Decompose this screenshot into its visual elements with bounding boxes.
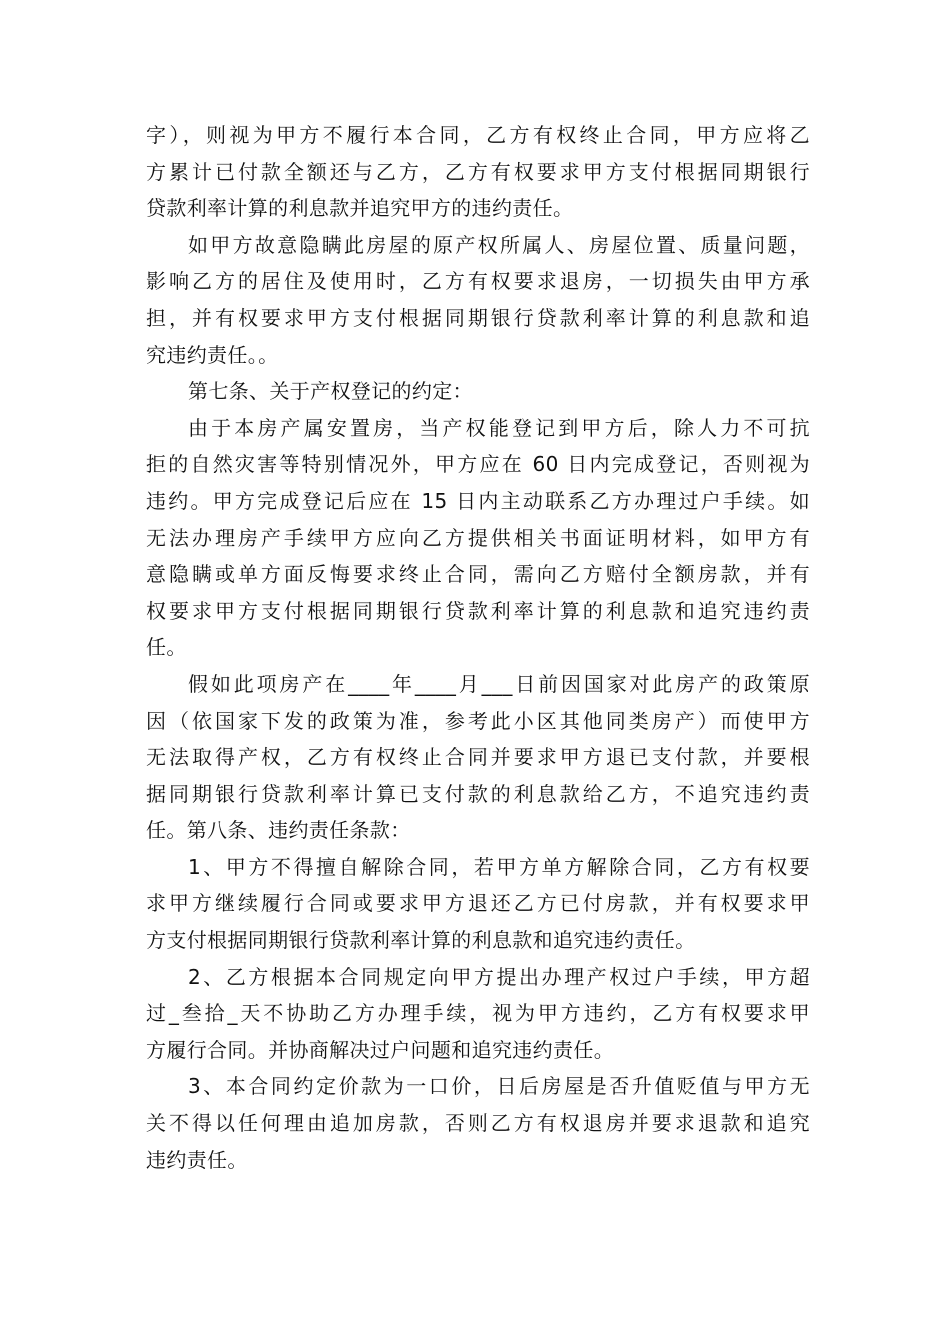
text-line: 影响乙方的居住及使用时，乙方有权要求退房，一切损失由甲方承 bbox=[146, 269, 810, 294]
text-line: 如甲方故意隐瞒此房屋的原产权所属人、房屋位置、质量问题， bbox=[188, 232, 810, 257]
text-line: 无法办理房产手续甲方应向乙方提供相关书面证明材料，如甲方有 bbox=[146, 525, 810, 550]
text-line: 拒的自然灾害等特别情况外，甲方应在 60 日内完成登记，否则视为 bbox=[146, 452, 810, 477]
text-line: 字），则视为甲方不履行本合同，乙方有权终止合同，甲方应将乙 bbox=[146, 123, 810, 147]
text-line: 据同期银行贷款利率计算已支付款的利息款给乙方，不追究违约责 bbox=[146, 781, 810, 806]
text-line: 假如此项房产在____年____月___日前因国家对此房产的政策原 bbox=[188, 671, 810, 696]
text-line: 方履行合同。并协商解决过户问题和追究违约责任。 bbox=[146, 1037, 615, 1062]
text-line: 究违约责任。。 bbox=[146, 342, 279, 367]
text-line: 过_叁拾_天不协助乙方办理手续，视为甲方违约，乙方有权要求甲 bbox=[146, 1001, 810, 1026]
text-line: 第七条、关于产权登记的约定： bbox=[188, 379, 473, 404]
text-line: 方支付根据同期银行贷款利率计算的利息款和追究违约责任。 bbox=[146, 928, 696, 953]
text-line: 方累计已付款全额还与乙方，乙方有权要求甲方支付根据同期银行 bbox=[146, 159, 810, 184]
text-line: 意隐瞒或单方面反悔要求终止合同，需向乙方赔付全额房款，并有 bbox=[146, 562, 810, 587]
text-line: 2、乙方根据本合同规定向甲方提出办理产权过户手续，甲方超 bbox=[188, 964, 810, 989]
text-line: 1、甲方不得擅自解除合同，若甲方单方解除合同，乙方有权要 bbox=[188, 854, 810, 879]
text-line: 任。 bbox=[146, 635, 187, 660]
text-line: 由于本房产属安置房，当产权能登记到甲方后，除人力不可抗 bbox=[188, 415, 810, 440]
text-line: 贷款利率计算的利息款并追究甲方的违约责任。 bbox=[146, 196, 574, 221]
text-line: 求甲方继续履行合同或要求甲方退还乙方已付房款，并有权要求甲 bbox=[146, 891, 810, 916]
document-page bbox=[146, 117, 810, 1178]
text-line: 3、本合同约定价款为一口价，日后房屋是否升值贬值与甲方无 bbox=[188, 1074, 810, 1099]
text-line: 任。第八条、违约责任条款： bbox=[146, 818, 411, 843]
text-line: 违约。甲方完成登记后应在 15 日内主动联系乙方办理过户手续。如 bbox=[146, 488, 810, 513]
text-line: 无法取得产权，乙方有权终止合同并要求甲方退已支付款，并要根 bbox=[146, 745, 810, 770]
text-line: 权要求甲方支付根据同期银行贷款利率计算的利息款和追究违约责 bbox=[146, 598, 810, 623]
text-line: 关不得以任何理由追加房款，否则乙方有权退房并要求退款和追究 bbox=[146, 1111, 810, 1136]
text-line: 因（依国家下发的政策为准，参考此小区其他同类房产）而使甲方 bbox=[146, 708, 810, 733]
text-line: 违约责任。 bbox=[146, 1147, 248, 1172]
text-line: 担，并有权要求甲方支付根据同期银行贷款利率计算的利息款和追 bbox=[146, 305, 810, 330]
